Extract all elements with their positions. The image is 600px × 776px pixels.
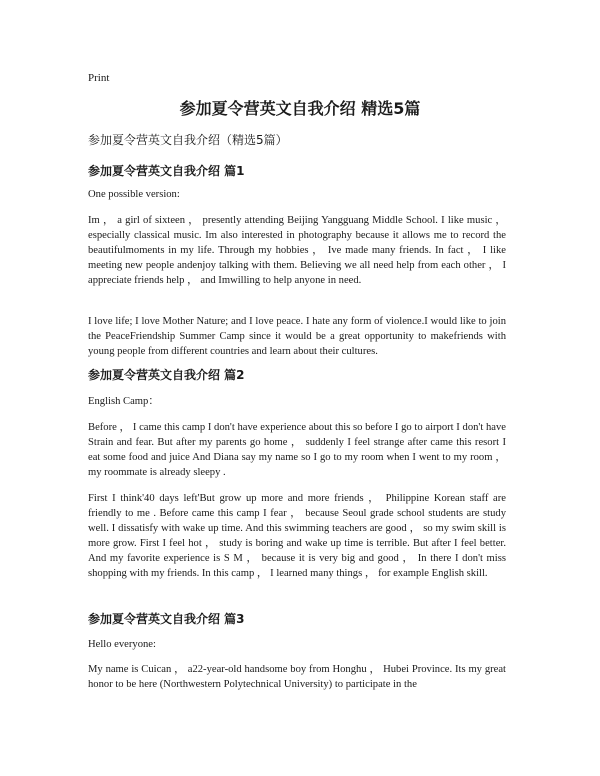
page-title: 参加夏令营英文自我介绍 精选5篇: [179, 99, 421, 118]
section-heading-3: 参加夏令营英文自我介绍 篇3: [88, 612, 245, 626]
paragraph: Hello everyone:: [88, 639, 156, 650]
paragraph: One possible version:: [88, 189, 180, 200]
section-heading-1: 参加夏令营英文自我介绍 篇1: [88, 164, 245, 178]
paragraph: First I think'40 days left'But grow up more and more friends ， Philippine Korean staff are friendly to me . Before came this camp I fear ， because Seoul grade school students are study well. I dissatisfy with wake up time. And this swimming teachers are good ， so my swim skill is more grow. First I feel hot ， study is boring and wake up time is terrible. But after I feel better. And my favorite experience is S M ， because it is very big and good ， In there I don't miss shopping with my friends. In this camp ， I learned many things ， for example English skill.: [88, 493, 506, 579]
paragraph: Before ， I came this camp I don't have experience about this so before I go to airport I don't have Strain and fear. But after my parents go home ， suddenly I feel strange after came this resort I eat some food and juice And Diana say my name so I go to my room when I went to my room ， my roommate is already sleepy .: [88, 422, 506, 478]
paragraph: English Camp：: [88, 396, 159, 407]
print-label[interactable]: Print: [88, 72, 110, 84]
page-subtitle: 参加夏令营英文自我介绍（精选5篇）: [88, 133, 288, 147]
section-heading-2: 参加夏令营英文自我介绍 篇2: [88, 368, 245, 382]
paragraph: My name is Cuican ， a22-year-old handsome boy from Honghu ， Hubei Province. Its my great honor to be here (Northwestern Polytechnical University) to participate in the: [88, 664, 506, 690]
paragraph: I love life; I love Mother Nature; and I love peace. I hate any form of violence.I would like to join the PeaceFriendship Summer Camp since it would be a great opportunity to makefriends with young people from different countries and learn about their cultures.: [88, 316, 506, 357]
paragraph: Im ， a girl of sixteen ， presently attending Beijing Yangguang Middle School. I like music ，especially classical music. Im also interested in photography because it allows me to record the beautifulmoments in my life. Through my hobbies ， Ive made many friends. In fact ， I like meeting new people andenjoy talking with them. Believing we all need help from each other ， I appreciate friends help ， and Imwilling to help anyone in need.: [88, 215, 506, 286]
